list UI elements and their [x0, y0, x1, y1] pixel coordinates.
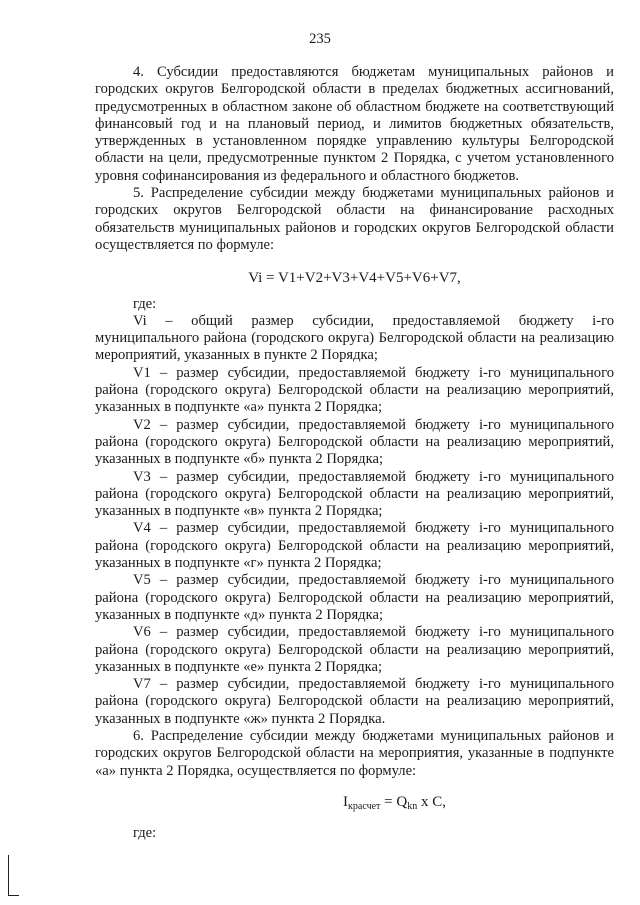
margin-bracket-mark: [8, 855, 19, 896]
paragraph-6: 6. Распределение субсидии между бюджетами муниципальных районов и городских округов Белгородской области на мероприятия, указанные в подпункте «а» пункта 2 Порядка, осуществляется по формуле:: [95, 727, 614, 779]
definition-v4: V4 – размер субсидии, предоставляемой бюджету i-го муниципального района (городского округа) Белгородской области на реализацию мероприятий, указанных в подпункте «г» пункта 2 Порядка;: [95, 520, 614, 572]
definition-v3: V3 – размер субсидии, предоставляемой бюджету i-го муниципального района (городского округа) Белгородской области на реализацию мероприятий, указанных в подпункте «в» пункта 2 Порядка;: [95, 468, 614, 520]
page-number: 235: [309, 31, 331, 47]
formula-lhs: I: [343, 793, 349, 810]
definition-v2: V2 – размер субсидии, предоставляемой бюджету i-го муниципального района (городского округа) Белгородской области на реализацию мероприятий, указанных в подпункте «б» пункта 2 Порядка;: [95, 416, 614, 468]
formula-q-sub: kn: [407, 800, 418, 812]
paragraph-5: 5. Распределение субсидии между бюджетами муниципальных районов и городских округов Белгородской области на финансирование расходных обязательств муниципальных районов и городских округов Белгородской области осуществляется по формуле:: [95, 185, 614, 253]
paragraph-4: 4. Субсидии предоставляются бюджетам муниципальных районов и городских округов Белгородской области в пределах бюджетных ассигнований, предусмотренных в областном законе об областном бюджете на соответствующий финансовый год и на плановый период, и лимитов бюджетных обязательств, утвержденных в установленном порядке управлению культуры Белгородской области на цели, предусмотренные пунктом 2 Порядка, с учетом установленного уровня софинансирования из федерального и областного бюджетов.: [95, 64, 614, 184]
formula-eq: = Q: [380, 793, 408, 810]
formula-vi: Vi = V1+V2+V3+V4+V5+V6+V7,: [248, 270, 461, 287]
definition-v5: V5 – размер субсидии, предоставляемой бюджету i-го муниципального района (городского округа) Белгородской области на реализацию мероприятий, указанных в подпункте «д» пункта 2 Порядка;: [95, 572, 614, 623]
document-body: [95, 64, 614, 842]
formula-lhs-sub: красчет: [348, 800, 381, 812]
formula-rhs: x C,: [417, 793, 446, 810]
where-label-2: где:: [133, 825, 157, 842]
definition-v7: V7 – размер субсидии, предоставляемой бюджету i-го муниципального района (городского округа) Белгородской области на реализацию мероприятий, указанных в подпункте «ж» пункта 2 Порядка.: [95, 676, 614, 727]
definition-vi: Vi – общий размер субсидии, предоставляемой бюджету i-го муниципального района (городского округа) Белгородской области на реализацию мероприятий, указанных в пункте 2 Порядка;: [95, 312, 614, 364]
where-label-1: где:: [133, 295, 157, 312]
definition-v6: V6 – размер субсидии, предоставляемой бюджету i-го муниципального района (городского округа) Белгородской области на реализацию мероприятий, указанных в подпункте «е» пункта 2 Порядка;: [95, 624, 614, 675]
definition-v1: V1 – размер субсидии, предоставляемой бюджету i-го муниципального района (городского округа) Белгородской области на реализацию мероприятий, указанных в подпункте «а» пункта 2 Порядка;: [95, 364, 614, 416]
formula-ikrasch: [95, 794, 614, 815]
